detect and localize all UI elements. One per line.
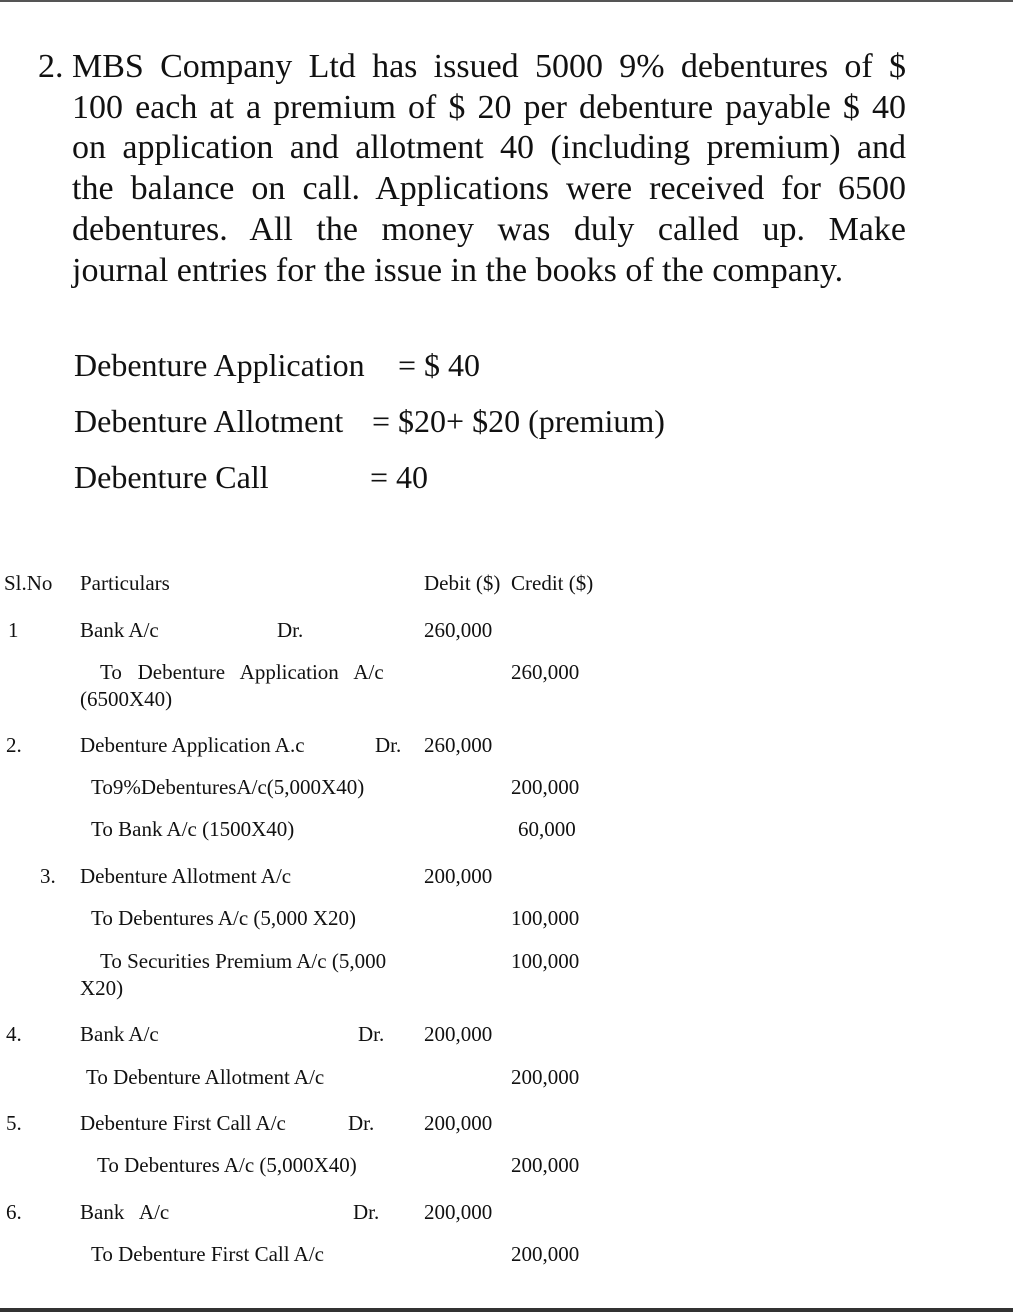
question-line: MBS Company Ltd has issued 5000 9% debentures of $ xyxy=(72,48,906,85)
entry-4-slno: 4. xyxy=(6,1022,22,1046)
entry-2-credit-amount-1: 200,000 xyxy=(511,775,580,799)
question-line: the balance on call. Applications were received for 6500 xyxy=(72,170,906,208)
entry-2-credit-account-1: To9%DebenturesA/c(5,000X40) xyxy=(91,775,365,799)
summary-call-value: = 40 xyxy=(370,459,429,495)
entry-3-slno: 3. xyxy=(40,864,56,888)
entry-6-dr: Dr. xyxy=(353,1200,380,1224)
entry-5-credit-account: To Debentures A/c (5,000X40) xyxy=(97,1153,357,1177)
entry-5-debit-account: Debenture First Call A/c xyxy=(80,1111,286,1135)
entry-4-debit-amount: 200,000 xyxy=(424,1022,493,1046)
question-line: 100 each at a premium of $ 20 per debenture payable $ 40 xyxy=(72,88,906,126)
entry-3-debit-account: Debenture Allotment A/c xyxy=(80,864,292,888)
entry-4-credit-amount: 200,000 xyxy=(511,1065,580,1089)
summary-application xyxy=(74,347,481,383)
entry-1-debit-account: Bank A/c xyxy=(80,618,159,642)
entry-2-credit-account-2: To Bank A/c (1500X40) xyxy=(91,817,295,841)
entry-6-debit-amount: 200,000 xyxy=(424,1200,493,1224)
entry-6-credit-amount: 200,000 xyxy=(511,1242,580,1266)
entry-2-dr: Dr. xyxy=(375,733,402,757)
entry-6-debit-account: Bank A/c xyxy=(80,1200,170,1224)
entry-4-debit-account: Bank A/c xyxy=(80,1022,159,1046)
entry-2-debit-amount: 260,000 xyxy=(424,733,493,757)
entry-2-credit-amount-2: 60,000 xyxy=(518,817,576,841)
header-debit: Debit ($) xyxy=(424,571,501,595)
summary-allotment xyxy=(74,403,665,439)
entry-3-credit-account-2-detail: X20) xyxy=(80,976,124,1000)
entry-5-dr: Dr. xyxy=(348,1111,375,1135)
bottom-rule xyxy=(0,1308,1013,1312)
entry-1-dr: Dr. xyxy=(277,618,304,642)
entry-5-credit-amount: 200,000 xyxy=(511,1153,580,1177)
summary-allotment-value: = $20+ $20 (premium) xyxy=(372,403,665,439)
header-credit: Credit ($) xyxy=(511,571,594,595)
entry-2-slno: 2. xyxy=(6,733,22,757)
entry-1-slno: 1 xyxy=(8,618,19,642)
entry-3-credit-account-1: To Debentures A/c (5,000 X20) xyxy=(91,906,357,930)
header-slno: Sl.No xyxy=(4,571,53,595)
entry-1-debit-amount: 260,000 xyxy=(424,618,493,642)
question-number: 2. xyxy=(38,48,64,85)
summary-call-label: Debenture Call xyxy=(74,459,269,495)
header-particulars: Particulars xyxy=(80,571,170,595)
entry-3-credit-amount-1: 100,000 xyxy=(511,906,580,930)
summary-allotment-label: Debenture Allotment xyxy=(74,403,344,439)
entry-1-credit-account: To Debenture Application A/c xyxy=(100,660,384,684)
top-rule xyxy=(0,0,1013,2)
question-line: debentures. All the money was duly called up. Make xyxy=(72,210,906,248)
entry-6-credit-account: To Debenture First Call A/c xyxy=(91,1242,324,1266)
summary-call xyxy=(74,459,429,495)
question-line: journal entries for the issue in the books of the company. xyxy=(72,251,844,289)
entry-3-debit-amount: 200,000 xyxy=(424,864,493,888)
entry-5-debit-amount: 200,000 xyxy=(424,1111,493,1135)
entry-5-slno: 5. xyxy=(6,1111,22,1135)
entry-4-dr: Dr. xyxy=(358,1022,385,1046)
entry-1-credit-amount: 260,000 xyxy=(511,660,580,684)
entry-2-debit-account: Debenture Application A.c xyxy=(80,733,305,757)
summary-application-value: = $ 40 xyxy=(398,347,481,383)
entry-4-credit-account: To Debenture Allotment A/c xyxy=(86,1065,325,1089)
entry-6-slno: 6. xyxy=(6,1200,22,1224)
summary-application-label: Debenture Application xyxy=(74,347,365,383)
entry-1-credit-account-detail: (6500X40) xyxy=(80,687,173,711)
entry-3-credit-account-2: To Securities Premium A/c (5,000 xyxy=(100,949,387,973)
question-text xyxy=(72,47,906,291)
question-line: on application and allotment 40 (including premium) and xyxy=(72,129,906,167)
entry-3-credit-amount-2: 100,000 xyxy=(511,949,580,973)
